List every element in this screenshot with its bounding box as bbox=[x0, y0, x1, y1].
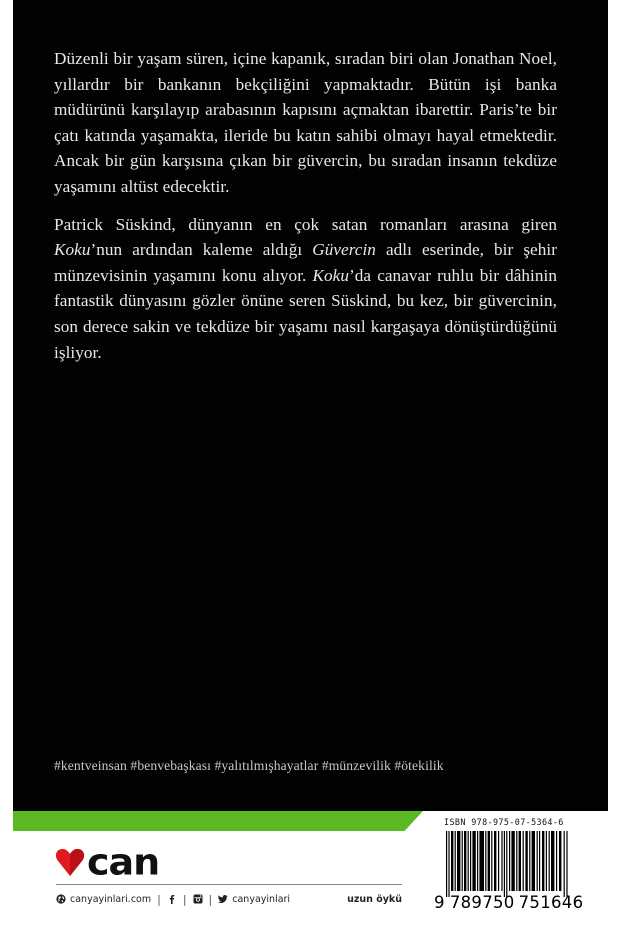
publisher-logo-text: can bbox=[87, 841, 160, 883]
footer-divider bbox=[56, 884, 402, 885]
separator: | bbox=[208, 892, 213, 906]
blurb-segment: adlı eserinde, bir şehir münzevisinin yaşamını konu alıyor. bbox=[54, 240, 557, 285]
blurb-paragraph-1 bbox=[54, 46, 557, 200]
isbn-label: ISBN 978-975-07-5364-6 bbox=[444, 817, 564, 827]
barcode-digits-left: 789750 bbox=[449, 893, 515, 912]
globe-icon bbox=[56, 894, 66, 904]
publisher-footer bbox=[56, 891, 402, 907]
website-link[interactable]: canyayinlari.com bbox=[70, 893, 152, 905]
book-title-koku: Koku bbox=[312, 265, 349, 285]
twitter-icon[interactable] bbox=[218, 894, 228, 904]
blurb-segment: ’da canavar ruhlu bir dâhinin fantastik dünyasını gözler önüne seren Süskind, bu kez, bir güvercinin, son derece sakin ve tekdüze bir yaşamı nasıl kargaşaya dönüştürdüğünü işliyor. bbox=[54, 265, 557, 362]
barcode-digit-prefix: 9 bbox=[434, 893, 445, 912]
blurb-segment: Düzenli bir yaşam süren, içine kapanık, sıradan biri olan Jonathan Noel, yıllardır bir bankanın bekçiliğini yapmaktadır. Bütün işi banka müdürünü karşılayıp arabasının kapısını açmaktan ibarettir. Paris’te bir çatı katında yaşamakta, ileride bu katın sahibi olmayı hayal etmektedir. Ancak bir gün karşısına çıkan bir güvercin, bu sıradan insanın tekdüze yaşamını altüst edecektir. bbox=[54, 49, 557, 196]
barcode-number bbox=[434, 893, 583, 912]
blurb-segment: Patrick Süskind, dünyanın en çok satan romanları arasına giren bbox=[54, 214, 557, 234]
hashtags: #kentveinsan #benvebaşkası #yalıtılmışhayatlar #münzevilik #ötekilik bbox=[54, 758, 444, 773]
green-accent-band bbox=[13, 811, 423, 831]
blurb-text bbox=[54, 46, 557, 377]
book-title-koku: Koku bbox=[54, 240, 91, 260]
social-handle-link[interactable]: canyayinlari bbox=[232, 893, 291, 905]
blurb-paragraph-2 bbox=[54, 212, 557, 366]
facebook-icon[interactable] bbox=[167, 894, 177, 904]
separator: | bbox=[182, 892, 187, 906]
book-title-guvercin: Güvercin bbox=[312, 240, 376, 260]
barcode-digits-right: 751646 bbox=[518, 893, 584, 912]
separator: | bbox=[157, 892, 161, 906]
genre-label: uzun öykü bbox=[347, 893, 402, 905]
blurb-segment: ’nun ardından kaleme aldığı bbox=[90, 240, 313, 260]
publisher-logo bbox=[55, 841, 160, 883]
heart-icon bbox=[55, 847, 85, 877]
barcode bbox=[446, 831, 568, 897]
instagram-icon[interactable] bbox=[193, 894, 203, 904]
